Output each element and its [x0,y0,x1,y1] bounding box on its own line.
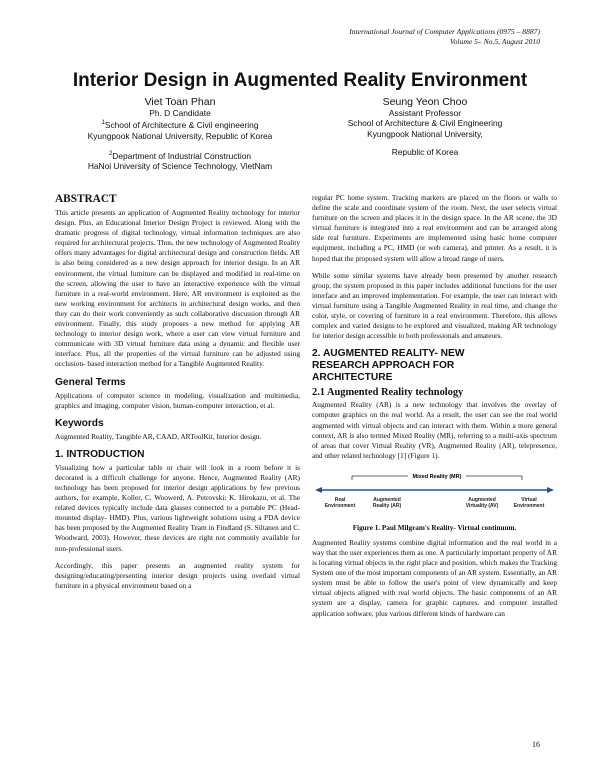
section-2-heading: 2. AUGMENTED REALITY- NEW RESEARCH APPROACH FOR ARCHITECTURE [312,348,465,384]
label-ar-1: Augmented [373,496,401,503]
label-ar-2: Reality (AR) [372,502,402,509]
introduction-paragraph: Visualizing how a particular table or chair will look in a room before it is decorated is a difficult challenge for anyone. Hence, Augmented Reality (AR) technology has been proposed for interior design applications by few previous authors, for example, Koller, C. Woowerd, A. Petrovski; K. Hirokazu, et al. The related devices typically include data glasses connected to a portable PC (Head-mounted display- HMD). Plus, various lightweight solutions using a PDA device has been proposed by the Augmented Reality Team in Findland (S. Siltanen and C. Woodward, 2003). However, these devices are right not commonly available for non-professional users. [55,462,300,553]
paper-title: Interior Design in Augmented Reality Environment [72,70,528,91]
figure-reality-virtuality-continuum [312,468,557,520]
introduction-heading: 1. INTRODUCTION [55,448,145,460]
body-paragraph: While some similar systems have already been presented by another research group, the system proposed in this paper includes additional functions for the user interface and an improved implementation. For example, the user can interact with virtual furniture using a Tangible Augmented Reality in real time, and change the color, style, or covering of furniture in a real environment. Therefore, this allows complex and varied designs to be explored and visualized, making AR technology for interior design accessible to both professionals and amateurs. [312,270,557,341]
author-block-1 [55,96,305,172]
general-terms-text: Applications of computer science in modeling, visualization and multimedia, graphics and imaging, computer vision, human-computer interaction, et al. [55,390,300,410]
journal-header [349,27,540,47]
arrow-left [315,487,322,493]
author-affiliation: Kyungpook National University, [367,128,483,139]
label-real-2: Environment [324,502,356,509]
figure-caption: Figure 1. Paul Milgram's Reality- Virtual continuum. [352,523,517,532]
mr-label: Mixed Reality (MR) [412,473,462,480]
author-affiliation: $^1$School of Architecture & Civil engineering [101,120,259,131]
continuum-diagram [312,468,557,520]
author-name: Viet Toan Phan [144,96,216,108]
author-block-2 [305,96,545,158]
journal-name: International Journal of Computer Applications (0975 – 8887) [349,27,540,36]
label-virtual-1: Virtual [521,496,537,503]
journal-volume: Volume 5– No.5, August 2010 [449,37,540,46]
author-affiliation: $^2$Department of Industrial Construction [108,150,252,161]
general-terms-heading: General Terms [55,376,126,388]
section-2-1-heading: 2.1 Augmented Reality technology [312,387,464,399]
author-affiliation: Kyungpook National University, Republic of Korea [87,130,273,141]
author-affiliation: Republic of Korea [391,147,459,158]
label-real-1: Real [334,496,346,503]
label-av-2: Virtuality (AV) [465,502,499,509]
author-role: Assistant Professor [388,108,462,118]
left-column [55,193,300,598]
abstract-text: This article presents an application of Augmented Reality technology for interior design. Plus, an Educational Interior Design Project is reviewed. Along with the dramatic progress of digital technology, virtual information techniques are also required for architectural projects. Thus, the new technology of Augmented Reality offers many advantages for digital architectural design and construction fields. AR is also being considered as a new design approach for interior design. In an AR environment, the virtual furniture can be displayed and modified in real-time on the screen, allowing the user to have an interactive experience with the virtual furniture in a real-world environment. Here, AR environment is exploited as the new working environment for architects in architectural design works, and then they can do their work conveniently as such collaborative discussion through AR environment. Finally, this study proposes a new method for applying AR technology to interior design work, where a user can view virtual furniture and communicate with 3D virtual furniture data using a dynamic and flexible user interface. Plus, all the properties of the virtual furniture can be adjusted using occlusion- based interaction method for a Tangible Augmented Reality. [55,208,300,369]
label-virtual-2: Environment [513,502,545,509]
right-column [312,193,557,626]
keywords-text: Augmented Reality, Tangible AR, CAAD, ARToolKit, Interior design. [55,431,262,441]
keywords-heading: Keywords [55,417,104,429]
introduction-paragraph: Accordingly, this paper presents an augmented reality system for designing/educating/presenting interior design projects using overlaid virtual furniture in a physical environment based on a [55,560,300,590]
author-affiliation: School of Architecture & Civil Engineering [347,118,503,129]
page-number: 16 [532,740,540,749]
body-paragraph: Augmented Reality systems combine digital information and the real world in a way that the user experiences them as one. A particularly important property of AR is locating virtual objects in the right place and position, which makes the Tracking System one of the most important components of an AR system. Essentially, an AR system must be able to follow the user's point of view dynamically and keep virtual objects aligned with real world objects. The basic components of an AR system are a display, camera for graphic captures, and computer installed application software, plus various different kinds of hardware can [312,537,557,618]
label-av-1: Augmented [468,496,496,503]
body-paragraph: Augmented Reality (AR) is a new technology that involves the overlay of computer graphics on the real world. As a result, the user can see the real world augmented with virtual objects and can interact with them. Within a more general context, AR is also termed Mixed Reality (MR), referring to a multi-axis spectrum of areas that cover Virtual Reality (VR), Augmented Reality (AR), telepresence, and other related technology [1] (Figure 1). [312,400,557,460]
author-name: Seung Yeon Choo [382,96,468,108]
arrow-right [547,487,554,493]
abstract-heading: ABSTRACT [55,193,117,205]
body-paragraph: regular PC home system. Tracking markers are placed on the floors or walls to define the scale and coordinate system of the room. Next, the user selects virtual furniture on the screen and places it in the design space. In the AR scene, the 3D virtual furniture is integrated into a real environment and can be arranged along side real furniture. Experiments are implemented using basic home computer equipment, including a PC, HMD (or web camera), and printer. As a result, it is hoped that the proposed system will allow a broad range of users. [312,193,557,263]
author-role: Ph. D Candidate [149,108,211,118]
author-affiliation: HaNoi University of Science Technology, VietNam [87,161,273,172]
